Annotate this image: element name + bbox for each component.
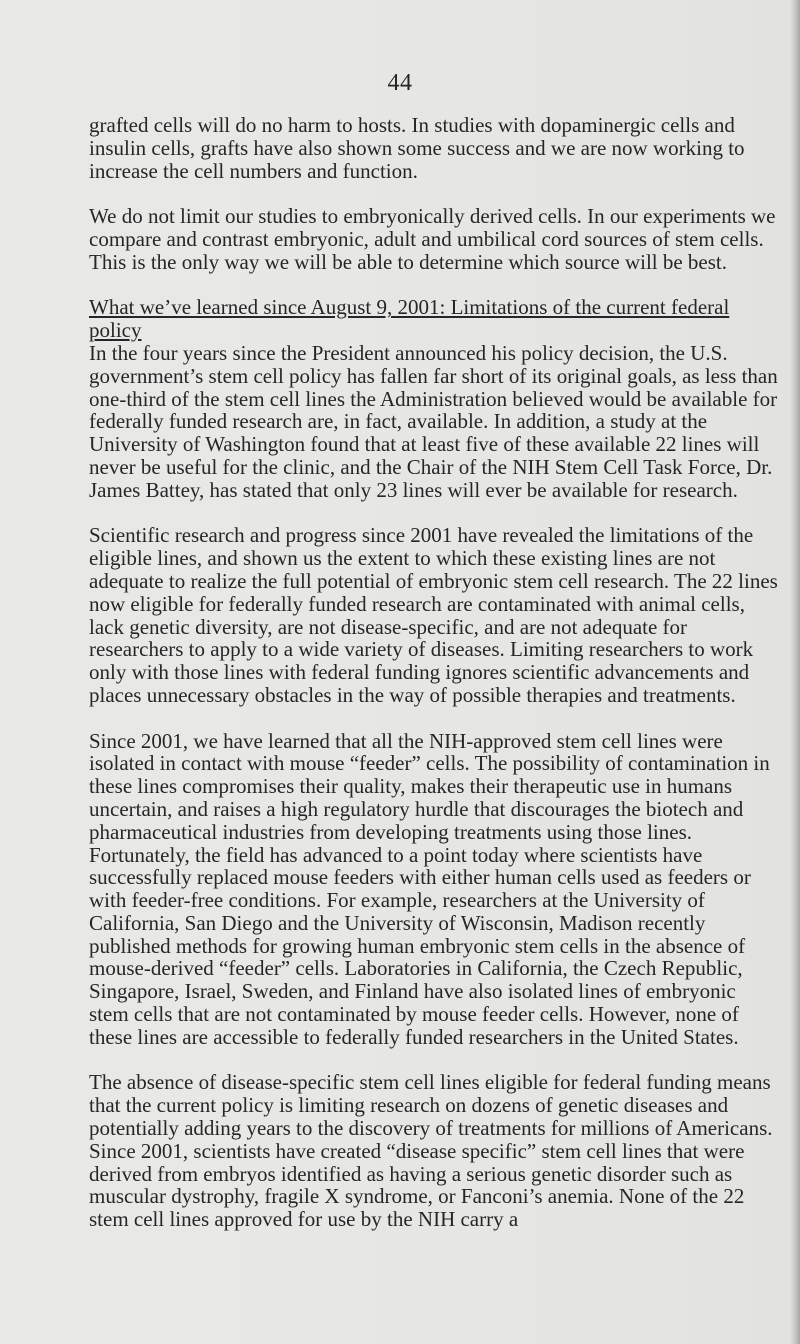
paragraph-disease-specific: The absence of disease-specific stem cell lines eligible for federal funding means that the current policy is limiting research on dozens of genetic diseases and potentially adding years to the discovery of treatments for millions of Americans. Since 2001, scientists have created “disease specific” stem cell lines that were derived from embryos identified as having a serious genetic disorder such as muscular dystrophy, fragile X syndrome, or Fanconi’s anemia. None of the 22 stem cell lines approved for use by the NIH carry a (89, 1070, 773, 1232)
paragraph-scientific-research: Scientific research and progress since 2001 have revealed the limitations of the eligible lines, and shown us the extent to which these existing lines are not adequate to realize the full potential of embryonic stem cell research. The 22 lines now eligible for federally funded research are contaminated with animal cells, lack genetic diversity, are not disease-specific, and are not adequate for researchers to apply to a wide variety of diseases. Limiting researchers to work only with those lines with federal funding ignores scientific advancements and places unnecessary obstacles in the way of possible therapies and treatments. (89, 523, 778, 707)
scan-shadow-edge (790, 0, 800, 1344)
paragraph-four-years: In the four years since the President announced his policy decision, the U.S. government’s stem cell policy has fallen far short of its original goals, as less than one-third of the stem cell lines the Administration believed would be available for federally funded research are, in fact, available. In addition, a study at the University of Washington found that at least five of these available 22 lines will never be useful for the clinic, and the Chair of the NIH Stem Cell Task Force, Dr. James Battey, has stated that only 23 lines will ever be available for research. (89, 340, 778, 502)
paragraph-embryonic-sources: We do not limit our studies to embryonically derived cells. In our experiments we compare and contrast embryonic, adult and umbilical cord sources of stem cells. This is the only way we will be able to determine which source will be best. (89, 204, 776, 274)
paragraph-feeder-cells: Since 2001, we have learned that all the NIH-approved stem cell lines were isolated in contact with mouse “feeder” cells. The possibility of contamination in these lines compromises their quality, makes their therapeutic use in humans uncertain, and raises a high regulatory hurdle that discourages the biotech and pharmaceutical industries from developing treatments using those lines. Fortunately, the field has advanced to a point today where scientists have successfully replaced mouse feeders with either human cells used as feeders or with feeder-free conditions. For example, researchers at the University of California, San Diego and the University of Wisconsin, Madison recently published methods for growing human embryonic stem cells in the absence of mouse-derived “feeder” cells. Laboratories in California, the Czech Republic, Singapore, Israel, Sweden, and Finland have also isolated lines of embryonic stem cells that are not contaminated by mouse feeder cells. However, none of these lines are accessible to federally funded researchers in the United States. (89, 728, 770, 1049)
section-heading: What we’ve learned since August 9, 2001: Limitations of the current federal policy (89, 295, 730, 343)
document-body (89, 114, 779, 1231)
page-number: 44 (387, 70, 413, 96)
paragraph-grafted-cells: grafted cells will do no harm to hosts. In studies with dopaminergic cells and insulin cells, grafts have also shown some success and we are now working to increase the cell numbers and function. (89, 113, 745, 183)
